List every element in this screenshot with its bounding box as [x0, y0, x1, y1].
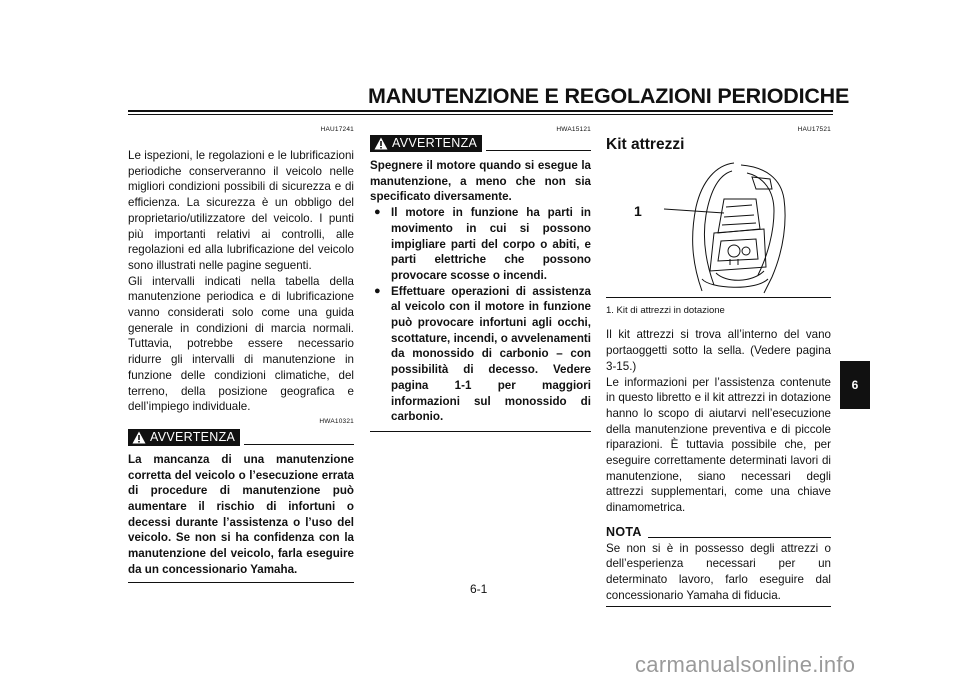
note-rule — [648, 537, 831, 538]
toolkit-info-paragraph: Le informazioni per l’assistenza contenute in questo libretto e il kit attrezzi in dotazione hanno lo scopo di aiutarvi nell’esecuzione della manutenzione preventiva e di piccole riparazioni. È tuttavia possibile che, per eseguire correttamente determinati lavori di manutenzione, siano necessari degli attrezzi supplementari, come una chiave dinamometrica. — [606, 375, 831, 515]
warning-end-rule — [370, 431, 591, 432]
section-code: HAU17241 — [320, 126, 354, 133]
column-middle — [370, 125, 591, 432]
note-label: NOTA — [606, 524, 642, 539]
section-code: HAU17521 — [797, 126, 831, 133]
figure-caption: 1. Kit di attrezzi in dotazione — [606, 304, 725, 316]
warning-end-rule — [128, 582, 354, 583]
warning-code: HWA10321 — [319, 417, 354, 425]
warning-rule — [486, 150, 591, 151]
column-right — [606, 125, 831, 607]
header-rule-thin — [128, 114, 833, 115]
warning-rule — [244, 444, 354, 445]
warning-label: AVVERTENZA — [392, 135, 478, 150]
warning-intro: Spegnere il motore quando si esegue la manutenzione, a meno che non sia specificato diversamente. — [370, 159, 591, 204]
figure-callout: 1 — [634, 202, 642, 219]
bullet-text: Il motore in funzione ha parti in movimento in cui si possono impigliare parti del corpo o abiti, e parti elettriche che possono provocare scosse o incendi. — [391, 206, 591, 282]
bullet-text: Effettuare operazioni di assistenza al veicolo con il motore in funzione può provocare infortuni agli occhi, scottature, incendi, o avvelenamenti da monossido di carbonio – con possibilità di decesso. Vedere pagina 1-1 per maggiori informazioni sul monossido di carbonio. — [391, 284, 591, 424]
header-rule — [128, 110, 833, 112]
intro-paragraph: Le ispezioni, le regolazioni e le lubrificazioni periodiche conserveranno il veicolo nelle migliori condizioni possibili di sicurezza e di efficienza. La sicurezza è un obbligo del proprietario/utilizzatore del veicolo. I punti più importanti relativi ai controlli, alle regolazioni ed alla lubrificazione del veicolo sono illustrati nelle pagine seguenti. — [128, 149, 354, 272]
warning-text: La mancanza di una manutenzione corretta del veicolo o l’esecuzione errata di procedure di manutenzione può aumentare il rischio di infortuni o decessi durante l’assistenza o l’uso del veicolo. Se non si ha confidenza con la manutenzione del veicolo, farla eseguire da un concessionario Yamaha. — [128, 452, 354, 576]
column-left — [128, 125, 354, 583]
note-end-rule — [606, 606, 831, 607]
warning-badge — [128, 429, 240, 446]
warning-code: HWA15121 — [556, 126, 591, 133]
note-text: Se non si è in possesso degli attrezzi o dell’esperienza necessari per un determinato lavoro, farlo eseguire dal concessionario Yamaha di fiducia. — [606, 541, 831, 602]
page-title: MANUTENZIONE E REGOLAZIONI PERIODICHE — [368, 84, 850, 108]
bullet-icon: ● — [374, 206, 381, 219]
toolkit-location-paragraph: Il kit attrezzi si trova all’interno del vano portaoggetti sotto la sella. (Vedere pagina 3-15.) — [606, 328, 831, 373]
warning-triangle-icon — [132, 431, 146, 444]
section-title: Kit attrezzi — [606, 136, 685, 153]
scooter-seat-illustration — [606, 159, 831, 297]
bullet-icon: ● — [374, 284, 381, 297]
intervals-paragraph: Gli intervalli indicati nella tabella della manutenzione periodica e di lubrificazione vanno considerati solo come una guida generale in condizioni di marcia normali. Tuttavia, potrebbe essere necessario ridurre gli intervalli di manutenzione in funzione delle condizioni climatiche, del terreno, della posizione geografica e dell’impiego individuale. — [128, 274, 354, 414]
warning-label: AVVERTENZA — [150, 429, 236, 444]
chapter-tab: 6 — [840, 361, 870, 409]
warning-header — [370, 135, 591, 152]
toolkit-figure — [606, 159, 831, 297]
page-number: 6-1 — [470, 582, 488, 596]
warning-badge — [370, 135, 482, 152]
list-item — [370, 284, 591, 425]
warning-triangle-icon — [374, 137, 388, 150]
warning-header — [128, 429, 354, 446]
list-item — [370, 205, 591, 284]
note-header — [606, 525, 831, 541]
watermark: carmanualsonline.info — [635, 652, 856, 677]
